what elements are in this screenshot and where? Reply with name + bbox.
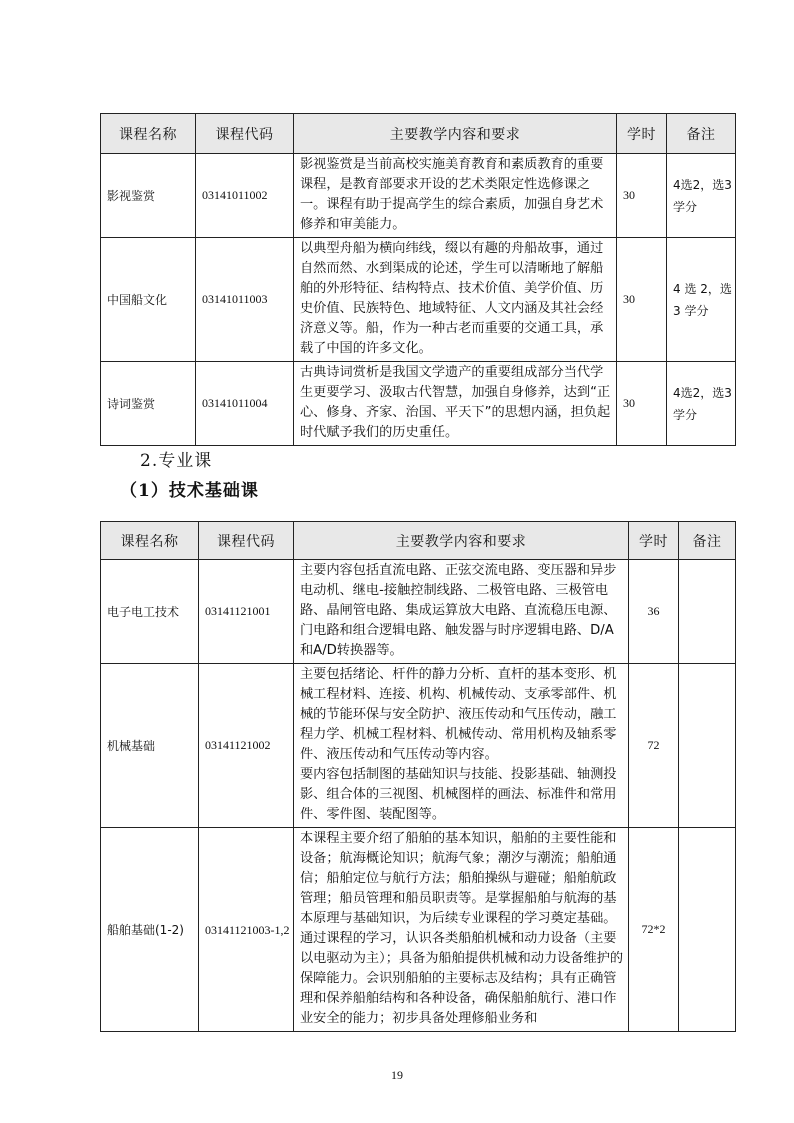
course-content bbox=[294, 362, 617, 446]
course-code: 03141121001 bbox=[199, 560, 294, 664]
course-content bbox=[294, 238, 617, 362]
header-hours: 学时 bbox=[629, 522, 679, 560]
header-course-name: 课程名称 bbox=[101, 522, 199, 560]
table-row bbox=[101, 828, 736, 1032]
course-hours: 30 bbox=[617, 238, 667, 362]
course-code: 03141011002 bbox=[196, 154, 294, 238]
course-remark bbox=[679, 828, 736, 1032]
content-paragraph: 以典型舟船为横向纬线，缀以有趣的舟船故事，通过自然而然、水到渠成的论述，学生可以清晰地了解船舶的外形特征、结构特点、技术价值、美学价值、历史价值、民族特色、地域特征、人文内涵及其社会经济意义等。船，作为一种古老而重要的交通工具，承载了中国的许多文化。 bbox=[300, 241, 604, 356]
course-content bbox=[294, 560, 629, 664]
course-hours: 30 bbox=[617, 154, 667, 238]
header-course-code: 课程代码 bbox=[196, 114, 294, 154]
course-hours: 30 bbox=[617, 362, 667, 446]
content-paragraph: 要内容包括制图的基础知识与技能、投影基础、轴测投影、组合体的三视图、机械图样的画法、标准件和常用件、零件图、装配图等。 bbox=[300, 767, 617, 822]
content-paragraph: 影视鉴赏是当前高校实施美育教育和素质教育的重要课程，是教育部要求开设的艺术类限定性选修课之一。课程有助于提高学生的综合素质，加强自身艺术修养和审美能力。 bbox=[300, 157, 604, 232]
course-name: 电子电工技术 bbox=[101, 560, 199, 664]
table-row bbox=[101, 238, 736, 362]
page-number: 19 bbox=[391, 1068, 403, 1082]
course-code: 03141121002 bbox=[199, 664, 294, 828]
header-content: 主要教学内容和要求 bbox=[294, 114, 617, 154]
content-paragraph: 主要包括绪论、杆件的静力分析、直杆的基本变形、机械工程材料、连接、机构、机械传动、支承零部件、机械的节能环保与安全防护、液压传动和气压传动，融工程力学、机械工程材料、机械传动、常用机构及轴系零件、液压传动和气压传动等内容。 bbox=[300, 667, 617, 762]
content-paragraph: 本课程主要介绍了船舶的基本知识，船舶的主要性能和设备；航海概论知识；航海气象；潮汐与潮流；船舶通信；船舶定位与航行方法；船舶操纵与避碰；船舶航政管理；船员管理和船员职责等。是掌握船舶与航海的基本原理与基础知识，为后续专业课程的学习奠定基础。 bbox=[300, 831, 617, 926]
section-heading-technical-basics: （1）技术基础课 bbox=[120, 481, 259, 501]
course-hours: 72 bbox=[629, 664, 679, 828]
course-remark bbox=[679, 664, 736, 828]
course-remark: 4选2，选3学分 bbox=[667, 362, 736, 446]
table-row bbox=[101, 560, 736, 664]
course-code: 03141011003 bbox=[196, 238, 294, 362]
table-row bbox=[101, 154, 736, 238]
course-hours: 36 bbox=[629, 560, 679, 664]
course-name: 诗词鉴赏 bbox=[101, 362, 196, 446]
header-content: 主要教学内容和要求 bbox=[294, 522, 629, 560]
header-course-name: 课程名称 bbox=[101, 114, 196, 154]
course-name: 船舶基础(1-2) bbox=[101, 828, 199, 1032]
course-name: 中国船文化 bbox=[101, 238, 196, 362]
course-content bbox=[294, 828, 629, 1032]
course-remark bbox=[679, 560, 736, 664]
course-remark: 4选2，选3学分 bbox=[667, 154, 736, 238]
header-hours: 学时 bbox=[617, 114, 667, 154]
header-remark: 备注 bbox=[679, 522, 736, 560]
course-code: 03141011004 bbox=[196, 362, 294, 446]
course-remark: 4 选 2，选 3 学分 bbox=[667, 238, 736, 362]
header-course-code: 课程代码 bbox=[199, 522, 294, 560]
table-row bbox=[101, 362, 736, 446]
course-content bbox=[294, 664, 629, 828]
course-hours: 72*2 bbox=[629, 828, 679, 1032]
content-paragraph: 古典诗词赏析是我国文学遗产的重要组成部分当代学生更要学习、汲取古代智慧，加强自身修养，达到“正心、修身、齐家、治国、平天下”的思想内涵，担负起时代赋予我们的历史重任。 bbox=[300, 365, 611, 440]
course-code: 03141121003-1,2 bbox=[199, 828, 294, 1032]
table-header-row bbox=[101, 114, 736, 154]
course-name: 影视鉴赏 bbox=[101, 154, 196, 238]
general-course-table bbox=[100, 113, 736, 446]
course-name: 机械基础 bbox=[101, 664, 199, 828]
technical-basic-course-table bbox=[100, 521, 736, 1032]
content-paragraph: 主要内容包括直流电路、正弦交流电路、变压器和异步电动机、继电-接触控制线路、二极管电路、三极管电路、晶闸管电路、集成运算放大电路、直流稳压电源、门电路和组合逻辑电路、触发器与时序逻辑电路、D/A和A/D转换器等。 bbox=[300, 563, 617, 658]
table-header-row bbox=[101, 522, 736, 560]
table-row bbox=[101, 664, 736, 828]
header-remark: 备注 bbox=[667, 114, 736, 154]
content-paragraph: 通过课程的学习，认识各类船舶机械和动力设备（主要以电驱动为主）；具备为船舶提供机械和动力设备维护的保障能力。会识别船舶的主要标志及结构；具有正确管理和保养船舶结构和各种设备，确保船舶航行、港口作业安全的能力；初步具备处理修船业务和 bbox=[300, 931, 624, 1026]
course-content bbox=[294, 154, 617, 238]
section-heading-major-courses: 2.专业课 bbox=[140, 451, 213, 471]
